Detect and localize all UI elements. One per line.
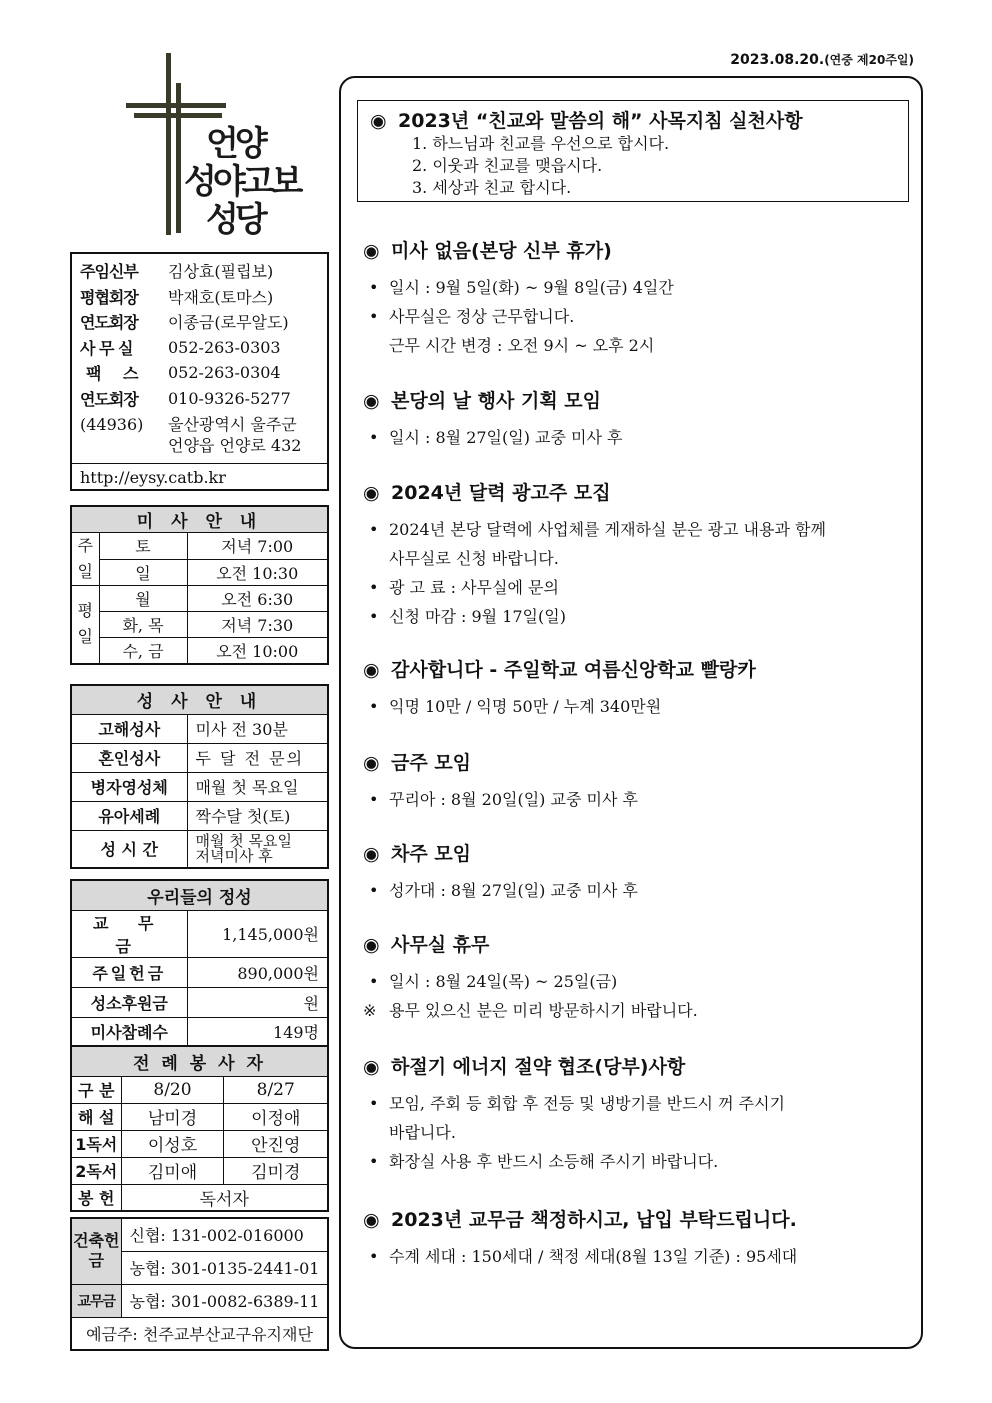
mass-schedule-table xyxy=(70,505,329,665)
notice-title xyxy=(363,839,908,866)
list-item: ※ 용무 있으신 분은 미리 방문하시기 바랍니다. xyxy=(363,996,908,1025)
sunday-label: 주일 xyxy=(71,533,99,586)
mass-time: 저녁 7:30 xyxy=(187,612,328,638)
sacraments-title: 성 사 안 내 xyxy=(71,685,328,714)
notice-lines xyxy=(363,1242,908,1271)
contact-value: 052-263-0303 xyxy=(168,337,281,357)
table-row xyxy=(71,830,328,868)
notice-section xyxy=(363,1052,908,1176)
notice-lines xyxy=(363,423,908,452)
contact-box xyxy=(70,252,329,491)
notice-section xyxy=(363,236,908,360)
list-item: • 모임, 주회 등 회합 후 전등 및 냉방기를 반드시 꺼 주시기 xyxy=(363,1089,908,1118)
logo-line-2: 성야고보 xyxy=(184,162,300,202)
bank-accounts-table xyxy=(70,1217,329,1351)
bullet-icon: ◉ xyxy=(363,1209,380,1231)
list-item: • 일시 : 8월 24일(목) ~ 25일(금) xyxy=(363,967,908,996)
table-row xyxy=(71,714,328,743)
notice-lines xyxy=(363,785,908,814)
notice-lines xyxy=(363,1089,908,1176)
week-text: (연중 제20주일) xyxy=(824,53,914,67)
list-item: • 꾸리아 : 8월 20일(일) 교중 미사 후 xyxy=(363,785,908,814)
holy-hour-line-1: 매월 첫 목요일 xyxy=(195,831,292,850)
pastoral-list xyxy=(412,133,896,199)
website-link[interactable]: http://eysy.catb.kr xyxy=(72,463,327,487)
offering-name: 성소후원금 xyxy=(71,987,187,1017)
bulletin-date xyxy=(730,51,914,68)
notice-title xyxy=(363,1205,908,1232)
notice-title xyxy=(363,748,908,775)
offering-amount: 890,000원 xyxy=(187,957,328,987)
server-role: 봉 헌 xyxy=(71,1184,121,1211)
notice-title xyxy=(363,930,908,957)
mass-day: 일 xyxy=(99,559,187,586)
table-row xyxy=(71,1017,328,1047)
contact-row xyxy=(80,335,319,361)
server-date: 8/20 xyxy=(121,1076,224,1103)
table-row xyxy=(71,910,328,957)
server-name: 독서자 xyxy=(121,1184,328,1211)
notice-section xyxy=(363,748,908,814)
list-item: • 익명 10만 / 익명 50만 / 누계 340만원 xyxy=(363,692,908,721)
contact-value: 010-9326-5277 xyxy=(168,388,291,408)
bank-account: 농협: 301-0135-2441-01 xyxy=(121,1251,328,1284)
contact-key: 주임신부 xyxy=(80,262,138,282)
contact-value: 이종금(로무알도) xyxy=(168,313,289,333)
pastoral-title-text: 2023년 “친교와 말씀의 해” 사목지침 실천사항 xyxy=(398,110,803,132)
list-item: • 신청 마감 : 9월 17일(일) xyxy=(363,602,908,631)
weekday-label: 평일 xyxy=(71,586,99,664)
table-row xyxy=(71,1130,328,1157)
logo-line-1: 언양 xyxy=(206,124,264,164)
notice-title xyxy=(363,386,908,413)
contact-key: 평협회장 xyxy=(80,287,138,307)
mass-day: 토 xyxy=(99,533,187,560)
table-row xyxy=(71,1184,328,1211)
contact-value: 김상효(필립보) xyxy=(168,262,274,282)
notice-title-text: 하절기 에너지 절약 협조(당부)사항 xyxy=(391,1056,686,1078)
offering-name: 미사참례수 xyxy=(71,1017,187,1047)
list-item: • 2024년 본당 달력에 사업체를 게재하실 분은 광고 내용과 함께 xyxy=(363,515,908,544)
server-role: 2독서 xyxy=(71,1157,121,1184)
mass-day: 화, 목 xyxy=(99,612,187,638)
notice-section xyxy=(363,930,908,1025)
notice-section xyxy=(363,1205,908,1271)
liturgy-servers-table xyxy=(70,1045,329,1212)
contact-key: 연도회장 xyxy=(80,313,138,333)
sacrament-info: 짝수달 첫(토) xyxy=(187,801,328,830)
bullet-icon: ◉ xyxy=(363,240,380,262)
mass-day: 월 xyxy=(99,586,187,612)
table-row xyxy=(71,1284,328,1317)
bank-account: 신협: 131-002-016000 xyxy=(121,1218,328,1251)
sacraments-table xyxy=(70,684,329,869)
offering-name: 교 무 금 xyxy=(71,910,187,957)
date-text: 2023.08.20. xyxy=(730,52,825,68)
notice-title-text: 2024년 달력 광고주 모집 xyxy=(391,482,611,504)
mass-time: 오전 10:30 xyxy=(187,559,328,586)
offering-table xyxy=(70,879,329,1048)
notice-section xyxy=(363,478,908,631)
pastoral-guidelines-box xyxy=(357,100,909,202)
sacrament-info: 두 달 전 문의 xyxy=(187,743,328,772)
mass-schedule-title: 미 사 안 내 xyxy=(71,506,328,533)
sacrament-info: 미사 전 30분 xyxy=(187,714,328,743)
notice-lines xyxy=(363,515,908,631)
server-name: 김미애 xyxy=(121,1157,224,1184)
table-row xyxy=(71,1317,328,1350)
notice-title-text: 본당의 날 행사 기획 모임 xyxy=(391,390,601,412)
bullet-icon: ◉ xyxy=(363,659,380,681)
sacrament-name: 고해성사 xyxy=(71,714,187,743)
parish-logo xyxy=(126,53,300,240)
contact-key: 연도회장 xyxy=(80,389,138,409)
pastoral-title xyxy=(370,106,896,133)
mass-day: 수, 금 xyxy=(99,638,187,664)
offering-title: 우리들의 정성 xyxy=(71,880,328,910)
table-row xyxy=(71,612,328,638)
servers-title: 전 례 봉 사 자 xyxy=(71,1046,328,1076)
list-item: 2. 이웃과 친교를 맺읍시다. xyxy=(412,156,603,175)
table-row xyxy=(71,1218,328,1251)
offering-amount: 원 xyxy=(187,987,328,1017)
server-role: 구 분 xyxy=(71,1076,121,1103)
table-row xyxy=(71,957,328,987)
list-item: 바랍니다. xyxy=(389,1123,456,1142)
bullet-icon: ◉ xyxy=(370,110,387,132)
tithe-label: 교무금 xyxy=(71,1284,121,1317)
holy-hour-line-2: 저녁미사 후 xyxy=(195,846,273,865)
server-role: 해 설 xyxy=(71,1103,121,1130)
bullet-icon: ◉ xyxy=(363,843,380,865)
list-item: 3. 세상과 친교 합시다. xyxy=(412,178,572,197)
offering-name: 주일헌금 xyxy=(71,957,187,987)
contact-row xyxy=(80,309,319,335)
table-row xyxy=(71,533,328,560)
table-row xyxy=(71,1157,328,1184)
contact-key: 팩 스 xyxy=(86,364,147,384)
list-item: 사무실로 신청 바랍니다. xyxy=(389,549,559,568)
table-row xyxy=(71,772,328,801)
notice-title-text: 금주 모임 xyxy=(391,752,472,774)
logo-line-3: 성당 xyxy=(206,200,264,240)
offering-amount: 1,145,000원 xyxy=(187,910,328,957)
notice-section xyxy=(363,386,908,452)
bullet-icon: ◉ xyxy=(363,482,380,504)
notice-title xyxy=(363,655,908,682)
list-item: 근무 시간 변경 : 오전 9시 ~ 오후 2시 xyxy=(389,336,655,355)
list-item: • 사무실은 정상 근무합니다. xyxy=(363,302,908,331)
notice-lines xyxy=(363,692,908,721)
bank-account: 농협: 301-0082-6389-11 xyxy=(121,1284,328,1317)
server-name: 김미경 xyxy=(224,1157,328,1184)
sacrament-name: 성 시 간 xyxy=(71,830,187,868)
server-date: 8/27 xyxy=(224,1076,328,1103)
server-name: 이정애 xyxy=(224,1103,328,1130)
contact-row xyxy=(80,360,319,386)
table-row xyxy=(71,559,328,586)
table-row xyxy=(71,801,328,830)
notice-section xyxy=(363,839,908,905)
bullet-icon: ◉ xyxy=(363,752,380,774)
list-item: • 광 고 료 : 사무실에 문의 xyxy=(363,573,908,602)
contact-value: 박재호(토마스) xyxy=(168,287,274,307)
table-row xyxy=(71,987,328,1017)
notice-lines xyxy=(363,876,908,905)
contact-row xyxy=(80,386,319,412)
contact-row xyxy=(80,258,319,284)
address-line-2: 언양읍 언양로 432 xyxy=(168,436,302,455)
notice-title xyxy=(363,478,908,505)
notice-title-text: 미사 없음(본당 신부 휴가) xyxy=(391,240,612,262)
notice-lines xyxy=(363,273,908,360)
contact-key: 사 무 실 xyxy=(80,338,133,358)
server-name: 이성호 xyxy=(121,1130,224,1157)
list-item: • 화장실 사용 후 반드시 소등해 주시기 바랍니다. xyxy=(363,1147,908,1176)
notice-title xyxy=(363,1052,908,1079)
mass-time: 오전 10:00 xyxy=(187,638,328,664)
list-item: • 일시 : 9월 5일(화) ~ 9월 8일(금) 4일간 xyxy=(363,273,908,302)
table-row xyxy=(71,586,328,612)
bullet-icon: ◉ xyxy=(363,934,380,956)
notice-lines xyxy=(363,967,908,1025)
table-row xyxy=(71,1103,328,1130)
list-item: • 성가대 : 8월 27일(일) 교중 미사 후 xyxy=(363,876,908,905)
notice-title xyxy=(363,236,908,263)
notice-title-text: 감사합니다 - 주일학교 여름신앙학교 빨랑카 xyxy=(391,659,756,681)
table-row xyxy=(71,638,328,664)
sacrament-name: 혼인성사 xyxy=(71,743,187,772)
list-item: • 일시 : 8월 27일(일) 교중 미사 후 xyxy=(363,423,908,452)
account-holder: 예금주: 천주교부산교구유지재단 xyxy=(71,1317,328,1350)
mass-time: 저녁 7:00 xyxy=(187,533,328,560)
sacrament-name: 병자영성체 xyxy=(71,772,187,801)
zip-code: (44936) xyxy=(80,415,144,434)
list-item: 1. 하느님과 친교를 우선으로 합시다. xyxy=(412,134,670,153)
sacrament-info xyxy=(187,830,328,868)
list-item: • 수계 세대 : 150세대 / 책정 세대(8월 13일 기준) : 95세대 xyxy=(363,1242,908,1271)
mass-time: 오전 6:30 xyxy=(187,586,328,612)
notice-section xyxy=(363,655,908,721)
building-fund-label: 건축헌금 xyxy=(71,1218,121,1284)
notice-title-text: 2023년 교무금 책정하시고, 납입 부탁드립니다. xyxy=(391,1209,797,1231)
server-name: 안진영 xyxy=(224,1130,328,1157)
bullet-icon: ◉ xyxy=(363,1056,380,1078)
contact-row xyxy=(80,284,319,310)
server-role: 1독서 xyxy=(71,1130,121,1157)
sacrament-info: 매월 첫 목요일 xyxy=(187,772,328,801)
address xyxy=(80,414,319,456)
contact-value: 052-263-0304 xyxy=(168,363,281,383)
address-line-1: 울산광역시 울주군 xyxy=(168,415,297,434)
server-name: 남미경 xyxy=(121,1103,224,1130)
bullet-icon: ◉ xyxy=(363,390,380,412)
table-row xyxy=(71,1076,328,1103)
notice-title-text: 차주 모임 xyxy=(391,843,472,865)
offering-amount: 149명 xyxy=(187,1017,328,1047)
notice-title-text: 사무실 휴무 xyxy=(391,934,490,956)
table-row xyxy=(71,743,328,772)
sacrament-name: 유아세례 xyxy=(71,801,187,830)
